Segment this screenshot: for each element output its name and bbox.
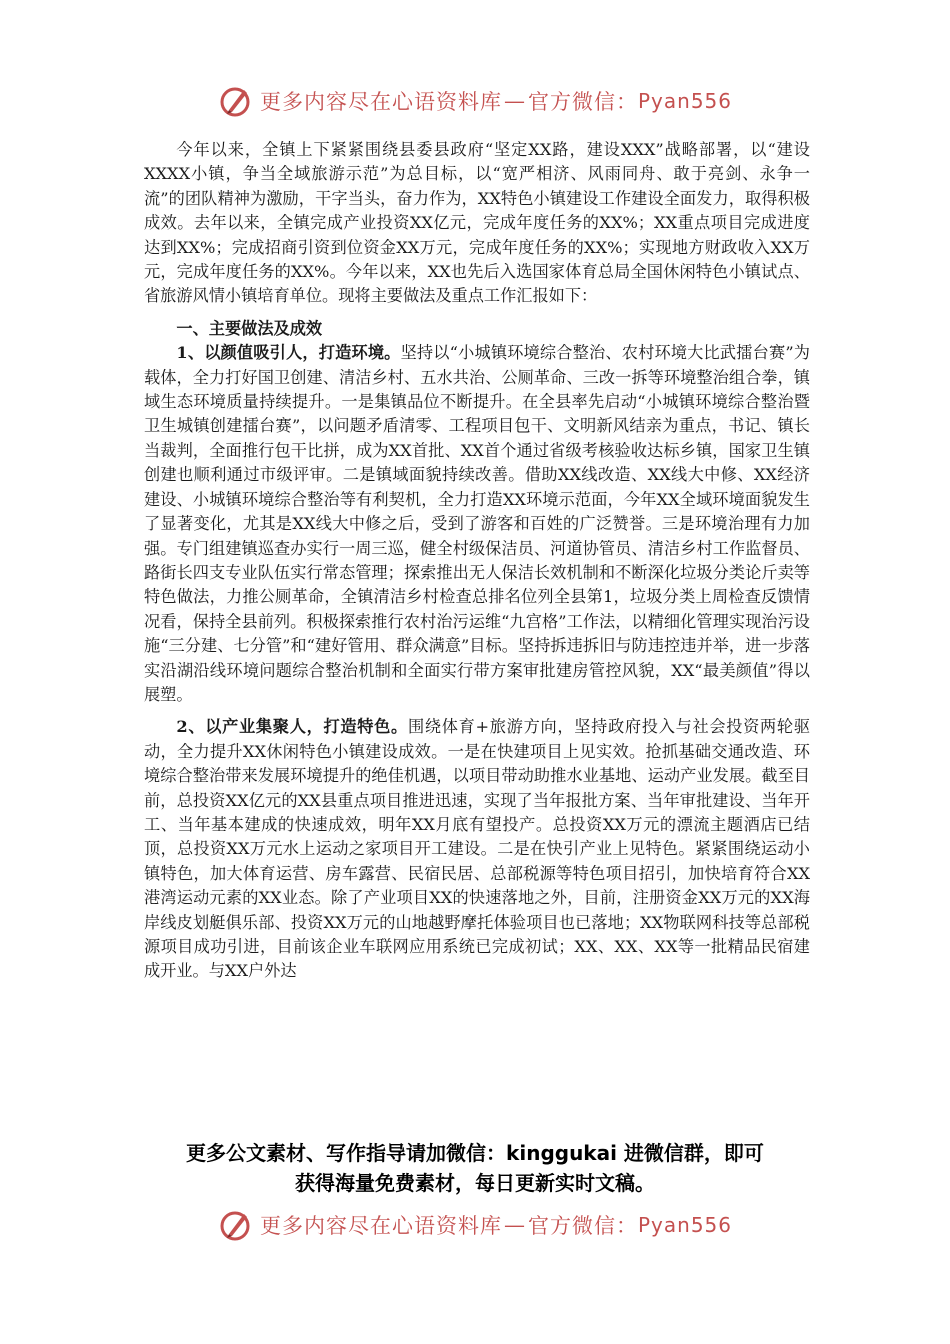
paragraph-industry (144, 715, 810, 983)
paragraph-text: 围绕体育+旅游方向，坚持政府投入与社会投资两轮驱动，全力提升XX休闲特色小镇建设成效。一是在快建项目上见实效。抢抓基础交通改造、环境综合整治带来发展环境提升的绝佳机遇，以项目带动助推水业基地、运动产业发展。截至目前，总投资XX亿元的XX县重点项目推进迅速，实现了当年报批方案、当年审批建设、当年开工、当年基本建成的快速成效，明年XX月底有望投产。总投资XX万元的漂流主题酒店已结顶，总投资XX万元水上运动之家项目开工建设。二是在快引产业上见特色。紧紧围绕运动小镇特色，加大体育运营、房车露营、民宿民居、总部税源等特色项目招引，加快培育符合XX港湾运动元素的XX业态。除了产业项目XX的快速落地之外，目前，注册资金XX万元的XX海岸线皮划艇俱乐部、投资XX万元的山地越野摩托体验项目也已落地；XX物联网科技等总部税源项目成功引进，目前该企业车联网应用系统已完成初试；XX、XX、XX等一批精品民宿建成开业。与XX户外达 (144, 717, 811, 981)
watermark-account: 官方微信： (527, 90, 638, 114)
document-body (144, 138, 810, 984)
watermark-id: Pyan556 (637, 89, 732, 113)
pen-circle-logo-icon (218, 84, 252, 118)
pen-circle-logo-icon (218, 1208, 252, 1242)
promo-line-1: 更多公文素材、写作指导请加微信：kinggukai 进微信群，即可 (186, 1141, 764, 1165)
paragraph-lead: 1、以颜值吸引人，打造环境。 (176, 343, 401, 363)
watermark-separator: — (503, 1213, 526, 1237)
watermark-separator: — (503, 89, 526, 113)
paragraph-lead: 2、以产业集聚人，打造特色。 (176, 717, 408, 737)
promo-banner (0, 1138, 950, 1198)
paragraph-environment (144, 341, 810, 707)
watermark-account: 官方微信： (527, 1214, 638, 1238)
section-heading: 一、主要做法及成效 (176, 318, 323, 338)
paragraph-text: 坚持以“小城镇环境综合整治、农村环境大比武擂台赛”为载体，全力打好国卫创建、清洁乡村、五水共治、公厕革命、三改一拆等环境整治组合拳，镇域生态环境质量持续提升。一是集镇品位不断提升。在全县率先启动“小城镇环境综合整治暨卫生城镇创建擂台赛”，以问题矛盾清零、工程项目包干、文明新风结亲为重点，书记、镇长当裁判，全面推行包干比拼，成为XX首批、XX首个通过省级考核验收达标乡镇，国家卫生镇创建也顺利通过市级评审。二是镇域面貌持续改善。借助XX线改造、XX线大中修、XX经济建设、小城镇环境综合整治等有利契机，全力打造XX环境示范面，今年XX全域环境面貌发生了显著变化，尤其是XX线大中修之后，受到了游客和百姓的广泛赞誉。三是环境治理有力加强。专门组建镇巡查办实行一周三巡，健全村级保洁员、河道协管员、清洁乡村工作监督员、路街长四支专业队伍实行常态管理；探索推出无人保洁长效机制和不断深化垃圾分类论斤卖等特色做法，力推公厕革命，全镇清洁乡村检查总排名位列全县第1，垃圾分类上周检查反馈情况看，保持全县前列。积极探索推行农村治污运维“九宫格”工作法，以精细化管理实现治污设施“三分建、七分管”和“建好管用、群众满意”目标。坚持拆违拆旧与防违控违并举，进一步落实沿湖沿线环境问题综合整治机制和全面实行带方案审批建房管控风貌，XX“最美颜值”得以展塑。 (144, 343, 810, 704)
watermark-text: 更多内容尽在心语资料库 (259, 1214, 502, 1238)
watermark-id: Pyan556 (637, 1213, 732, 1237)
watermark-footer (0, 1208, 950, 1242)
watermark-header (0, 84, 950, 118)
watermark-text: 更多内容尽在心语资料库 (259, 90, 502, 114)
intro-paragraph: 今年以来，全镇上下紧紧围绕县委县政府“坚定XX路，建设XXX”战略部署，以“建设XXXX小镇，争当全域旅游示范”为总目标，以“宽严相济、风雨同舟、敢于亮剑、永争一流”的团队精神为激励，干字当头，奋力作为，XX特色小镇建设工作建设全面发力，取得积极成效。去年以来，全镇完成产业投资XX亿元，完成年度任务的XX%；XX重点项目完成进度达到XX%；完成招商引资到位资金XX万元，完成年度任务的XX%；实现地方财政收入XX万元，完成年度任务的XX%。今年以来，XX也先后入选国家体育总局全国休闲特色小镇试点、省旅游风情小镇培育单位。现将主要做法及重点工作汇报如下： (144, 140, 810, 306)
promo-line-2: 获得海量免费素材，每日更新实时文稿。 (295, 1171, 655, 1195)
